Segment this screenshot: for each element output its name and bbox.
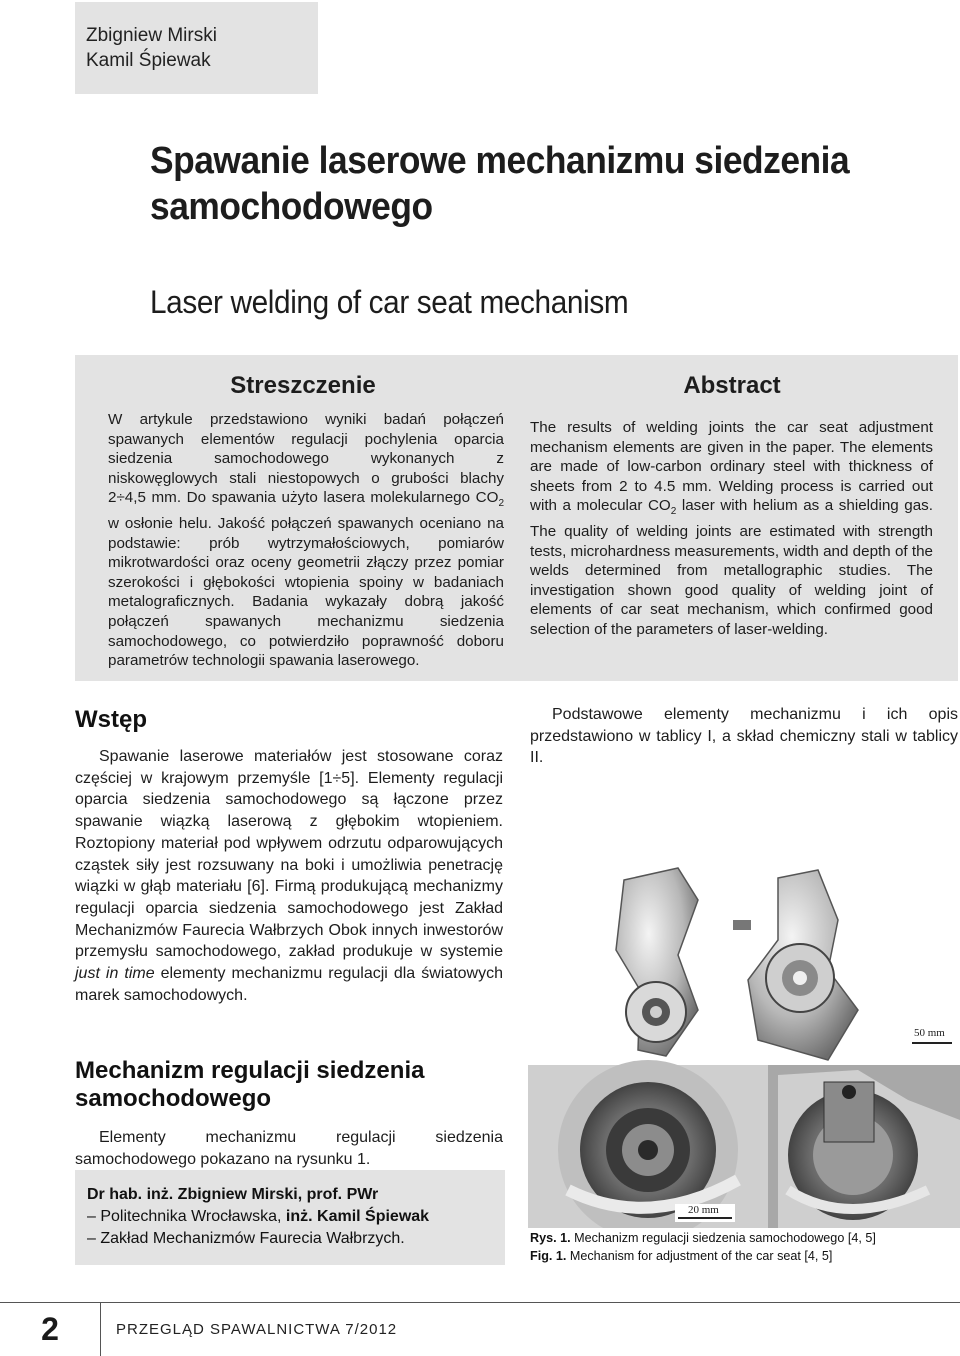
right-column-text: Podstawowe elementy mechanizmu i ich opis przedstawiono w tablicy I, a skład chemiczny stali w tablicy II. xyxy=(530,706,958,767)
scale-top-label: 50 mm xyxy=(914,1027,945,1039)
seat-mechanism-image xyxy=(528,860,960,1228)
footer-rule xyxy=(0,1302,960,1303)
intro-heading: Wstęp xyxy=(75,706,147,733)
journal-name: PRZEGLĄD SPAWALNICTWA 7/2012 xyxy=(116,1321,398,1338)
title-polish: Spawanie laserowe mechanizmu siedzenia samochodowego xyxy=(150,140,850,228)
figure-caption xyxy=(530,1229,950,1265)
upper-bracket-photo xyxy=(616,868,858,1060)
streszczenie-text: W artykule przedstawiono wyniki badań połączeń spawanych elementów regulacji pochylenia oparcia siedzenia samochodowego wykonanych z niskowęglowych stali niestopowych o grubości blachy 2÷4,5 mm. Do spawania użyto lasera molekularnego $CO_2$ w osłonie helu. Jakość połączeń spawanych oceniano na podstawie: prób wytrzymałościowych, pomiarów mikrotwardości oraz oceny geometrii złączy przez pomiar szerokości i głębokości wtopienia spoiny w badaniach metalograficznych. Badania wykazały dobrą jakość połączeń spawanych mechanizmu siedzenia samochodowego, co potwierdziło poprawność doboru parametrów technologii spawania laserowego. xyxy=(108,411,504,670)
author-1: Zbigniew Mirski xyxy=(86,25,217,46)
scale-bottom-label: 20 mm xyxy=(688,1204,719,1216)
figure-photo xyxy=(528,860,960,1228)
streszczenie-heading: Streszczenie xyxy=(230,372,376,399)
abstract-text: The results of welding joints the car seat adjustment mechanism elements are given in the paper. The elements are made of low-carbon ordinary steel with thickness of sheets from 2 to 4.5 mm. Welding process is carried out with a molecular $CO_2$ laser with helium as a shielding gas. The quality of welding joints are estimated with strength tests, microhardness measurements, width and depth of the welds determined from metallographic studies. The investigation shown good quality of welding joint of elements of car seat mechanism, which confirmed good selection of the parameters of laser-welding. xyxy=(530,419,933,638)
affiliation-line-3: – Zakład Mechanizmów Faurecia Wałbrzych. xyxy=(87,1230,405,1247)
caption-english: Fig. 1. Mechanism for adjustment of the car seat [4, 5] xyxy=(530,1249,833,1263)
affiliation-box xyxy=(75,1170,505,1265)
intro-text: Spawanie laserowe materiałów jest stosowane coraz częściej w krajowym przemyśle [1÷5]. Elementy regulacji oparcia siedzenia samochodowego są łączone przez spawanie wiązką laserową z głębokim wtopieniem. Roztopiony materiał pod wpływem odrzutu odparowujących cząstek siły jest rozsuwany na boki i umożliwia penetrację wiązki w głąb materiału [6]. Firmą produkującą mechanizmy regulacji oparcia siedzenia samochodowego jest Zakład Mechanizmów Faurecia Wałbrzych Obok innych inwestorów przemysłu samochodowego, zakład produkuje w systemie just in time elementy mechanizmu regulacji dla światowych marek samochodowych. xyxy=(75,748,503,1004)
authors-box xyxy=(75,2,318,94)
author-2: Kamil Śpiewak xyxy=(86,50,211,71)
caption-polish: Rys. 1. Mechanizm regulacji siedzenia samochodowego [4, 5] xyxy=(530,1231,876,1245)
mechanism-heading: Mechanizm regulacji siedzenia samochodowego xyxy=(75,1057,425,1112)
mechanism-text: Elementy mechanizmu regulacji siedzenia samochodowego pokazano na rysunku 1. xyxy=(75,1129,503,1168)
title-english: Laser welding of car seat mechanism xyxy=(150,284,629,320)
affiliation-line-2: – Politechnika Wrocławska, inż. Kamil Śpiewak xyxy=(87,1208,430,1225)
page-number: 2 xyxy=(0,1302,101,1356)
abstract-heading: Abstract xyxy=(683,372,781,399)
affiliation-line-1: Dr hab. inż. Zbigniew Mirski, prof. PWr xyxy=(87,1186,379,1203)
